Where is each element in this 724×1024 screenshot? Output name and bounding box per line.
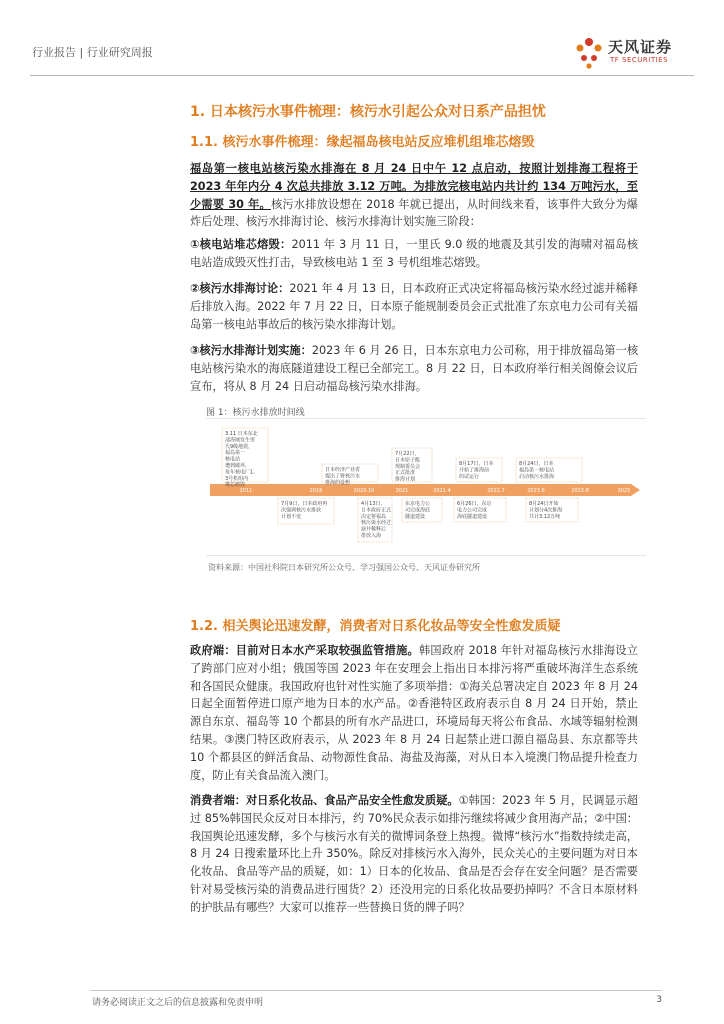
timeline-box-line: 排放入海 (361, 533, 382, 539)
timeline-year-label: 2022.7 (487, 488, 505, 494)
timeline-box-line: 核电站 (225, 456, 241, 463)
timeline-box-line: 8月24日开始 (529, 501, 559, 507)
timeline-year-label: 2021 (395, 488, 409, 494)
timeline-bottom-event (358, 498, 392, 542)
implementation-label: ③核污水排海计划实施： (190, 344, 312, 357)
timeline-box-line: 8月17日，日本 (459, 461, 494, 467)
timeline-top-event (456, 458, 502, 482)
figure-title: 图 1：核污水排放时间线 (206, 408, 305, 418)
timeline-box-line: 海底隧道建设 (457, 513, 488, 520)
meltdown-label: ①核电站堆芯熔毁： (190, 238, 292, 251)
timeline-year-label: 2023.8 (571, 488, 589, 494)
consumer-summary: 对日系化妆品、食品产品安全性愈发质疑。 (245, 794, 459, 807)
timeline-top-event (222, 428, 268, 488)
discussion-text: 2021 年 4 月 13 日，日本政府正式决定将福岛核污染水经过滤并稀释后排放入海。2022 年 7 月 22 日，日本原子能规制委员会正式批准了东京电力公司有关福岛第一核电站事故后的核污染水排海计划。 (190, 282, 638, 331)
timeline-box-line: 核污染水经过 (361, 520, 392, 527)
timeline-box-line: 次强调核污水排放 (281, 507, 322, 514)
paragraph-meltdown (190, 236, 638, 272)
logo-text: 天风证券 (608, 38, 673, 56)
timeline-bottom-event (402, 498, 442, 522)
timeline-box-line: 提出了将核污水 (325, 473, 361, 480)
paragraph-consumer (190, 792, 638, 917)
timeline-top-event (516, 458, 582, 482)
timeline-box-line: 堆芯熔毁 (225, 482, 246, 489)
timeline-box-line: 决定将福岛 (361, 513, 387, 520)
page-header (30, 36, 694, 76)
timeline-box-line: 福岛第一核电站 (519, 467, 555, 474)
timeline-year-label: 2023.6 (527, 488, 545, 494)
consumer-label: 消费者端： (190, 794, 246, 807)
government-label: 政府端： (190, 644, 236, 657)
timeline-bottom-event (454, 498, 506, 522)
timeline-box-line: 部海域发生里 (225, 437, 256, 444)
intro-body: 核污水排放设想在 2018 年就已提出，从时间线来看，该事件大致分为爆炸后处理、核污水排海讨论、核污水排海计划实施三阶段： (190, 197, 638, 229)
timeline-box-line: 遭到破坏， (225, 463, 251, 469)
paragraph-intro (190, 160, 638, 231)
timeline-box-line: 隧道建设 (405, 513, 426, 520)
timeline-box-line: 日本政府正式 (361, 507, 392, 514)
timeline-box-line: 3.11 日本东北 (225, 431, 258, 437)
timeline-box-line: 东京电力公 (405, 501, 431, 507)
section-1-1-title: 1.1. 核污水事件梳理：缘起福岛核电站反应堆机组堆芯熔毁 (190, 135, 535, 150)
government-text: 韩国政府 2018 年针对福岛核污水排海设立了跨部门应对小组；俄国等国 2023 年在安理会上指出日本排污将严重破坏海洋生态系统和各国民众健康。我国政府也针对性实施了多项举措：①海关总署决定自 2023 年 8 月 24 日起全面暂停进口原产地为日本的水产品。②香港特区政府表示自 8 月 24 日开始，禁止源自东京、福岛等 10 个都县的所有水产品进口，环境局每天将公布食品、水域等辐射检测结果。③澳门特区政府表示，从 2023 年 8 月 24 日起禁止进口源自福岛县、东京都等共 10 个都县区的鲜活食品、动物源性食品、海盐及海藻，对从日本入境澳门物品提升检查力度，防止有关食品流入澳门。 (190, 644, 638, 782)
logo-subtext: TF SECURITIES (610, 56, 669, 64)
timeline-box-line: 排海的设想 (325, 479, 351, 486)
paragraph-implementation (190, 342, 638, 395)
timeline-box-line: 开始了排海前 (459, 467, 490, 474)
paragraph-discussion (190, 280, 638, 333)
section-1-title: 1. 日本核污水事件梳理：核污水引起公众对日系产品担忧 (190, 104, 546, 120)
section-1-2-title: 1.2. 相关舆论迅速发酵，消费者对日系化妆品等安全性愈发质疑 (190, 619, 561, 634)
consumer-text: ①韩国：2023 年 5 月，民调显示超过 85%韩国民众反对日本排污，约 70%民众表示如排污继续将减少食用海产品；②中国：我国舆论迅速发酵，多个与核污水有关的微博词条登上热搜。微博“核污水”指数持续走高，8 月 24 日搜索量环比上升 350%。除反对排核污水入海外，民众关心的主要问题为对日本化妆品、食品等产品的质疑，如：1）日本的化妆品、食品是否会存在安全问题？是否需要针对易受核污染的消费品进行囤货？2）还没用完的日系化妆品要扔掉吗？不含日本原材料的护肤品有哪些？大家可以推荐一些替换日货的牌子吗？ (190, 794, 638, 914)
timeline-year-label: 2020.10 (353, 488, 375, 494)
timeline-box-line: 排海计划 (395, 476, 416, 483)
footer-disclaimer: 请务必阅读正文之后的信息披露和免责申明 (92, 998, 264, 1008)
timeline-box-line: 共计3.12万吨 (529, 513, 561, 520)
timeline-box-line: 日本原子能 (395, 457, 421, 464)
timeline-box-line: 司完成海底 (405, 507, 431, 514)
timeline-figure (206, 418, 646, 556)
timeline-box-line: 的试运行 (459, 473, 480, 480)
timeline-year-label: 2018 (309, 488, 323, 494)
timeline-box-line: 计划分4次排海 (529, 507, 563, 514)
timeline-box-line: 7月22日， (395, 451, 420, 457)
timeline-box-line: 3号机组内 (225, 475, 249, 482)
timeline-box-line: 电力公司完成 (457, 507, 488, 514)
timeline-year-label: 2011 (239, 488, 253, 494)
timeline-box-line: 7月9日，日本政府再 (281, 501, 328, 507)
intro-lead: 福岛第一核电站核污染水排海 (190, 162, 346, 175)
timeline-year-label: 2021.4 (433, 488, 451, 494)
timeline-box-line: 启动核污水排海 (519, 473, 555, 480)
footer-rule (90, 990, 662, 991)
timeline-box-line: 滤并稀释后 (361, 526, 387, 533)
timeline-box-line: 每年核电厂1、 (225, 469, 259, 476)
timeline-top-event (392, 448, 432, 483)
figure-source: 资料来源：中国社科院日本研究所公众号、学习强国公众号、天风证券研究所 (208, 563, 480, 572)
government-summary: 目前对日本水产采取较强监管措施。 (235, 644, 419, 657)
timeline-bottom-event (526, 498, 578, 522)
report-category: 行业报告 | 行业研究周报 (32, 46, 153, 59)
timeline-box-line: 4月13日， (361, 501, 386, 507)
timeline-box-line: 规制委员会 (395, 463, 421, 470)
timeline-box-line: 6月26日，东京 (457, 501, 492, 507)
timeline-bottom-event (278, 498, 334, 524)
timeline-box-line: 氏9级地震， (225, 443, 254, 450)
timeline-box-line: 计划不变 (281, 513, 302, 520)
discussion-label: ②核污水排海讨论： (190, 282, 290, 295)
timeline-top-event (322, 464, 378, 486)
logo-mark-icon (572, 36, 606, 70)
timeline-year-label: 2025 (617, 488, 631, 494)
meltdown-text: 2011 年 3 月 11 日，一里氏 9.0 级的地震及其引发的海啸对福岛核电站造成毁灭性打击，导致核电站 1 至 3 号机组堆芯熔毁。 (190, 238, 638, 269)
timeline-box-line: 福岛第一 (225, 450, 246, 457)
timeline-box-line: 正式批准 (395, 470, 416, 477)
brand-logo (564, 34, 694, 72)
timeline-box-line: 日本经济产业省 (325, 467, 361, 473)
page-number: 3 (656, 995, 662, 1005)
timeline-box-line: 8月24日，日本 (519, 461, 554, 467)
intro-emphasis: 在 8 月 24 日中午 12 点启动，按照计划排海工程将于 2023 年年内分 4 次总共排放 3.12 万吨。为排放完核电站内共计约 134 万吨污水，至少需要 30 年。 (190, 162, 638, 211)
paragraph-government (190, 642, 638, 784)
implementation-text: 2023 年 6 月 26 日，日本东京电力公司称，用于排放福岛第一核电站核污染水的海底隧道建设工程已全部完工。8 月 22 日，日本政府举行相关阁僚会议后宣布，将从 8 月 24 日启动福岛核污染水排海。 (190, 344, 639, 393)
